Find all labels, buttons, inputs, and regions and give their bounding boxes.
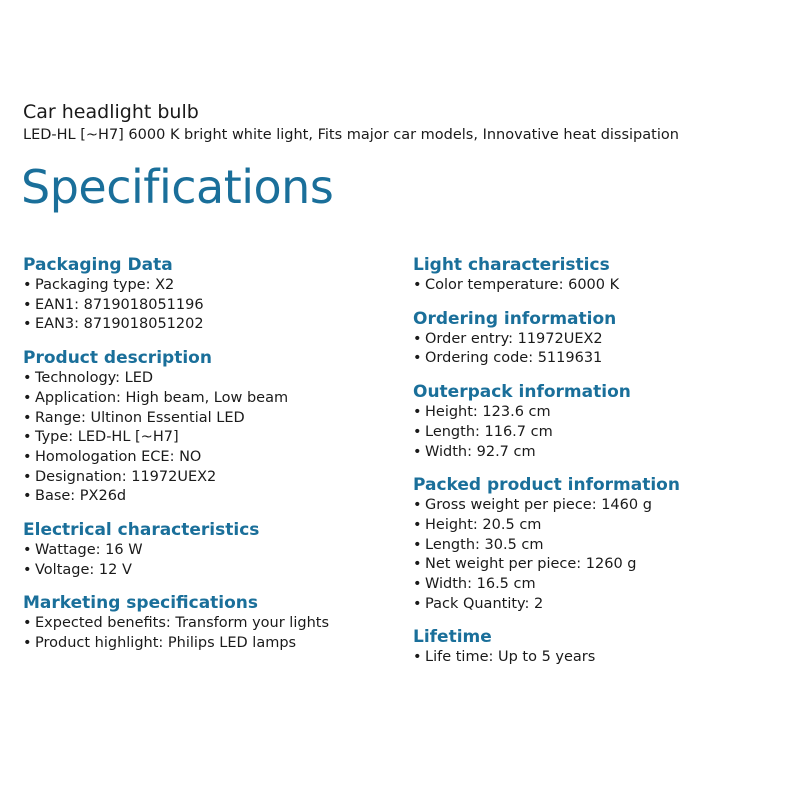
spec-item-text: Base: PX26d [35,488,127,505]
bullet-icon: • [413,443,422,460]
bullet-icon: • [23,635,32,652]
bullet-icon: • [413,277,422,293]
spec-item [413,516,793,536]
spec-item-text: Width: 92.7 cm [425,443,536,460]
spec-item [413,276,793,296]
spec-item [413,496,793,516]
section-title: Marketing specifications [23,593,259,614]
bullet-icon: • [23,370,32,387]
spec-item [23,409,403,429]
spec-item-text: Pack Quantity: 2 [425,595,544,612]
product-header [23,100,783,145]
spec-item-text: Technology: LED [35,370,154,387]
spec-item [413,423,793,443]
spec-item-text: Life time: Up to 5 years [425,649,596,666]
spec-section-packaging-data [23,254,403,335]
spec-item-text: Color temperature: 6000 K [425,277,620,293]
left-column [23,254,403,666]
spec-item-text: Wattage: 16 W [35,542,143,559]
spec-item-text: Type: LED-HL [~H7] [35,429,179,446]
spec-section-marketing-specifications [23,592,403,653]
spec-item [23,369,403,389]
section-title: Electrical characteristics [23,520,260,541]
spec-item [413,330,793,350]
bullet-icon: • [413,576,422,593]
spec-item-text: Packaging type: X2 [35,277,175,293]
spec-item [23,614,403,634]
spec-item-text: Ordering code: 5119631 [425,350,603,367]
section-title: Light characteristics [413,255,610,275]
section-title: Packed product information [413,475,680,496]
spec-item-text: Voltage: 12 V [35,561,132,578]
spec-section-outerpack-information [413,381,793,462]
section-title: Outerpack information [413,382,631,403]
spec-section-packed-product-information [413,474,793,614]
spec-item-text: Homologation ECE: NO [35,448,202,465]
spec-item-text: Height: 20.5 cm [425,516,542,533]
bullet-icon: • [23,389,32,406]
bullet-icon: • [23,429,32,446]
spec-item [23,448,403,468]
bullet-icon: • [23,277,32,293]
spec-item [413,575,793,595]
spec-item [23,315,403,335]
spec-item-text: EAN3: 8719018051202 [35,316,204,333]
spec-item-text: EAN1: 8719018051196 [35,296,204,313]
product-name: Car headlight bulb [23,101,199,123]
spec-item-text: Designation: 11972UEX2 [35,468,217,485]
bullet-icon: • [413,330,422,347]
page-title: Specifications [21,160,334,214]
spec-item [23,276,403,296]
spec-item [23,541,403,561]
bullet-icon: • [23,542,32,559]
spec-item-text: Width: 16.5 cm [425,576,536,593]
bullet-icon: • [413,404,422,421]
section-title: Packaging Data [23,255,173,275]
spec-item [23,468,403,488]
spec-item-text: Net weight per piece: 1260 g [425,556,637,573]
bullet-icon: • [413,350,422,367]
spec-item [413,403,793,423]
bullet-icon: • [23,615,32,632]
bullet-icon: • [23,561,32,578]
spec-section-ordering-information [413,308,793,369]
spec-item [23,634,403,654]
spec-item-text: Gross weight per piece: 1460 g [425,497,652,514]
bullet-icon: • [23,316,32,333]
bullet-icon: • [413,556,422,573]
bullet-icon: • [23,488,32,505]
spec-item-text: Expected benefits: Transform your lights [35,615,330,632]
spec-item [413,555,793,575]
spec-item-text: Product highlight: Philips LED lamps [35,635,297,652]
bullet-icon: • [413,423,422,440]
spec-item [413,536,793,556]
bullet-icon: • [23,468,32,485]
bullet-icon: • [23,448,32,465]
spec-section-lifetime [413,626,793,668]
bullet-icon: • [23,296,32,313]
bullet-icon: • [413,649,422,666]
bullet-icon: • [23,409,32,426]
spec-item [413,595,793,615]
spec-item-text: Application: High beam, Low beam [35,389,289,406]
spec-item-text: Length: 30.5 cm [425,536,544,553]
bullet-icon: • [413,595,422,612]
spec-item [23,487,403,507]
spec-item-text: Range: Ultinon Essential LED [35,409,245,426]
section-title: Product description [23,348,212,369]
spec-item [23,428,403,448]
section-title: Ordering information [413,308,617,329]
spec-section-electrical-characteristics [23,519,403,580]
spec-item [413,648,793,668]
bullet-icon: • [413,497,422,514]
spec-section-light-characteristics [413,254,793,296]
spec-item [413,443,793,463]
spec-item [23,389,403,409]
bullet-icon: • [413,516,422,533]
spec-item [23,296,403,316]
bullet-icon: • [413,536,422,553]
spec-section-product-description [23,347,403,507]
spec-item [413,349,793,369]
spec-item-text: Order entry: 11972UEX2 [425,330,603,347]
spec-item [23,561,403,581]
product-subtitle: LED-HL [~H7] 6000 K bright white light, Fits major car models, Innovative heat dissipation [23,127,679,143]
spec-item-text: Length: 116.7 cm [425,423,553,440]
right-column [413,254,793,680]
spec-item-text: Height: 123.6 cm [425,404,551,421]
section-title: Lifetime [413,627,492,648]
